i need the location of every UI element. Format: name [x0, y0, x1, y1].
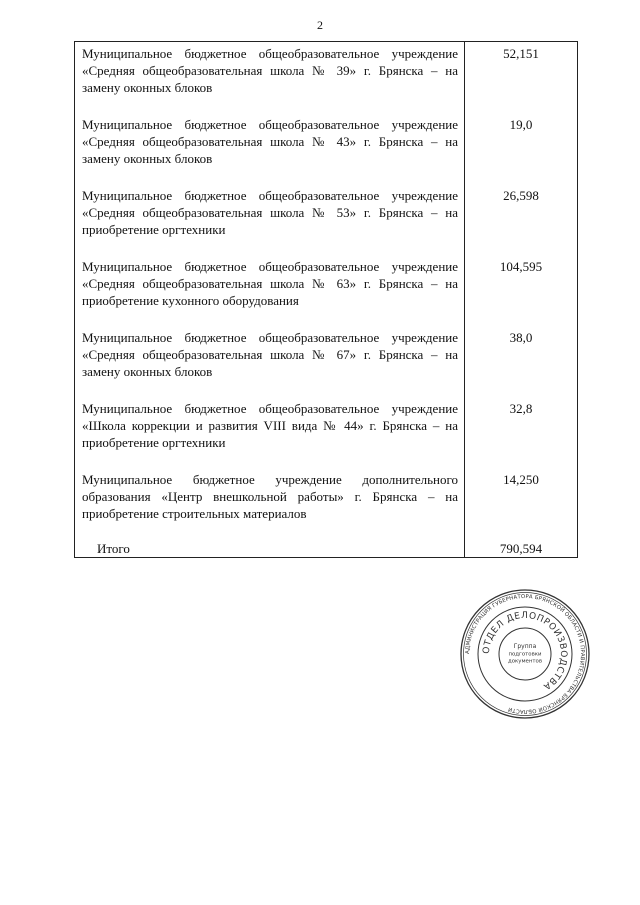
seal-ring-text: АДМИНИСТРАЦИЯ ГУБЕРНАТОРА БРЯНСКОЙ ОБЛАСТИ И ПРАВИТЕЛЬСТВА БРЯНСКОЙ ОБЛАСТИ: [464, 593, 586, 715]
row-amount: 38,0: [465, 326, 578, 397]
page-number: 2: [317, 18, 323, 32]
table-row: [75, 326, 578, 397]
row-amount: 14,250: [465, 468, 578, 539]
row-amount: 19,0: [465, 113, 578, 184]
row-amount: 26,598: [465, 184, 578, 255]
allocation-table: [74, 41, 578, 558]
table-row: [75, 184, 578, 255]
table-row: [75, 468, 578, 539]
table-row: [75, 42, 578, 114]
row-amount: 32,8: [465, 397, 578, 468]
table-row: [75, 397, 578, 468]
row-amount: 52,151: [465, 42, 578, 114]
seal-center-line-1: Группа: [513, 643, 537, 650]
official-seal: [458, 587, 592, 721]
row-description: Муниципальное бюджетное общеобразовательное учреждение «Средняя общеобразовательная школа № 67» г. Брянска – на замену оконных блоков: [82, 330, 458, 379]
table-row: [75, 255, 578, 326]
table-row: [75, 113, 578, 184]
total-amount: 790,594: [465, 539, 578, 558]
row-description: Муниципальное бюджетное общеобразовательное учреждение «Средняя общеобразовательная школа № 39» г. Брянска – на замену оконных блоков: [82, 46, 458, 95]
row-amount: 104,595: [465, 255, 578, 326]
row-description: Муниципальное бюджетное общеобразовательное учреждение «Средняя общеобразовательная школа № 53» г. Брянска – на приобретение оргтехники: [82, 188, 458, 237]
row-description: Муниципальное бюджетное учреждение дополнительного образования «Центр внешкольной работы» г. Брянска – на приобретение строительных материалов: [82, 472, 458, 521]
row-description: Муниципальное бюджетное общеобразовательное учреждение «Средняя общеобразовательная школа № 43» г. Брянска – на замену оконных блоков: [82, 117, 458, 166]
row-description: Муниципальное бюджетное общеобразовательное учреждение «Школа коррекции и развития VIII вида № 44» г. Брянска – на приобретение оргтехники: [82, 401, 458, 450]
seal-center-line-2: подготовки: [508, 651, 542, 658]
seal-department-text: ОТДЕЛ ДЕЛОПРОИЗВОДСТВА: [481, 610, 569, 692]
row-description: Муниципальное бюджетное общеобразовательное учреждение «Средняя общеобразовательная школа № 63» г. Брянска – на приобретение кухонного оборудования: [82, 259, 458, 308]
seal-center-line-3: документов: [508, 658, 542, 665]
total-row: [75, 539, 578, 558]
total-label: Итого: [75, 539, 465, 558]
